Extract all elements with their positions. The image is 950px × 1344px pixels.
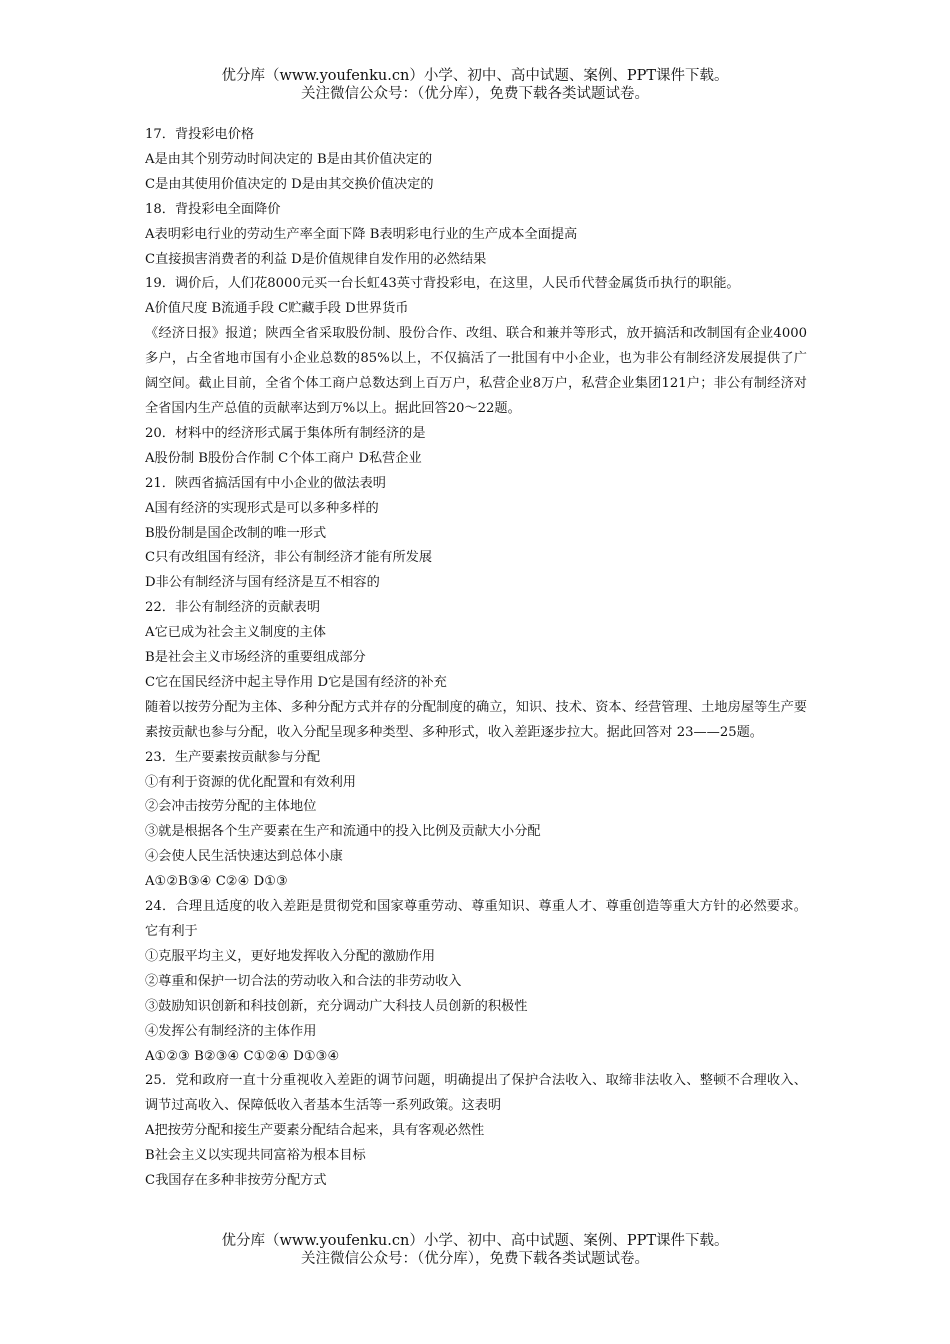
question-25-option-c: C我国存在多种非按劳分配方式 [145, 1173, 327, 1189]
document-body [145, 123, 807, 1194]
question-23-item-3: ③就是根据各个生产要素在生产和流通中的投入比例及贡献大小分配 [145, 824, 541, 840]
question-24-item-3: ③鼓励知识创新和科技创新，充分调动广大科技人员创新的积极性 [145, 998, 528, 1014]
question-18-options-cd: C直接损害消费者的利益 D是价值规律自发作用的必然结果 [145, 251, 487, 267]
question-24-item-4: ④发挥公有制经济的主体作用 [145, 1023, 317, 1039]
question-22-options-cd: C它在国民经济中起主导作用 D它是国有经济的补充 [145, 674, 447, 690]
question-19-options: A价值尺度 B流通手段 C贮藏手段 D世界货币 [145, 301, 409, 317]
question-17-options-ab: A是由其个别劳动时间决定的 B是由其价值决定的 [145, 151, 433, 167]
page-footer [0, 1232, 950, 1268]
question-21-option-b: B股份制是国企改制的唯一形式 [145, 525, 327, 541]
question-18-options-ab: A表明彩电行业的劳动生产率全面下降 B表明彩电行业的生产成本全面提高 [145, 226, 578, 242]
question-25-option-a: A把按劳分配和接生产要素分配结合起来，具有客观必然性 [145, 1123, 485, 1139]
footer-line-2: 关注微信公众号：（优分库），免费下载各类试题试卷。 [301, 1251, 649, 1267]
question-23-item-4: ④会使人民生活快速达到总体小康 [145, 849, 343, 865]
question-24-item-1: ①克服平均主义，更好地发挥收入分配的激励作用 [145, 948, 436, 964]
question-21-option-c: C只有改组国有经济，非公有制经济才能有所发展 [145, 550, 433, 566]
page-header [0, 67, 950, 103]
question-23-options: A①②B③④ C②④ D①③ [145, 874, 288, 890]
question-25-option-b: B社会主义以实现共同富裕为根本目标 [145, 1148, 366, 1164]
question-22-option-a: A它已成为社会主义制度的主体 [145, 625, 326, 641]
question-24-options: A①②③ B②③④ C①②④ D①③④ [145, 1048, 340, 1064]
question-24-item-2: ②尊重和保护一切合法的劳动收入和合法的非劳动收入 [145, 973, 462, 989]
question-25: 25．党和政府一直十分重视收入差距的调节问题，明确提出了保护合法收入、取缔非法收入、整顿不合理收入、调节过高收入、保障低收入者基本生活等一系列政策。这表明 [145, 1073, 807, 1114]
question-23-item-2: ②会冲击按劳分配的主体地位 [145, 799, 317, 815]
question-21-option-d: D非公有制经济与国有经济是互不相容的 [145, 575, 380, 591]
question-23: 23．生产要素按贡献参与分配 [145, 749, 321, 765]
question-20-options: A股份制 B股份合作制 C个体工商户 D私营企业 [145, 450, 422, 466]
question-24: 24．合理且适度的收入差距是贯彻党和国家尊重劳动、尊重知识、尊重人才、尊重创造等重大方针的必然要求。它有利于 [145, 899, 807, 939]
material-paragraph-1: 《经济日报》报道；陕西全省采取股份制、股份合作、改组、联合和兼并等形式，放开搞活和改制国有企业4000多户，占全省地市国有小企业总数的85%以上，不仅搞活了一批国有中小企业，也为非公有制经济发展提供了广阔空间。截止目前，全省个体工商户总数达到上百万户，私营企业8万户，私营企业集团121户；非公有制经济对全省国内生产总值的贡献率达到万%以上。据此回答20～22题。 [145, 326, 807, 416]
question-23-item-1: ①有利于资源的优化配置和有效利用 [145, 774, 356, 790]
question-18: 18．背投彩电全面降价 [145, 201, 281, 217]
question-17-options-cd: C是由其使用价值决定的 D是由其交换价值决定的 [145, 176, 434, 192]
material-paragraph-2: 随着以按劳分配为主体、多种分配方式并存的分配制度的确立，知识、技术、资本、经营管理、土地房屋等生产要素按贡献也参与分配，收入分配呈现多种类型、多种形式，收入差距逐步拉大。据此回答对 23——25题。 [145, 699, 807, 740]
question-17: 17．背投彩电价格 [145, 127, 255, 142]
question-21-option-a: A国有经济的实现形式是可以多种多样的 [145, 500, 379, 516]
question-20: 20．材料中的经济形式属于集体所有制经济的是 [145, 425, 426, 441]
question-19: 19．调价后，人们花8000元买一台长虹43英寸背投彩电，在这里，人民币代替金属货币执行的职能。 [145, 276, 740, 292]
header-line-1: 优分库（www.youfenku.cn）小学、初中、高中试题、案例、PPT课件下载。 [221, 68, 729, 84]
question-22: 22．非公有制经济的贡献表明 [145, 600, 321, 616]
header-line-2: 关注微信公众号：（优分库），免费下载各类试题试卷。 [301, 86, 649, 102]
footer-line-1: 优分库（www.youfenku.cn）小学、初中、高中试题、案例、PPT课件下载。 [221, 1233, 729, 1249]
question-21: 21．陕西省搞活国有中小企业的做法表明 [145, 475, 386, 491]
question-22-option-b: B是社会主义市场经济的重要组成部分 [145, 650, 366, 666]
